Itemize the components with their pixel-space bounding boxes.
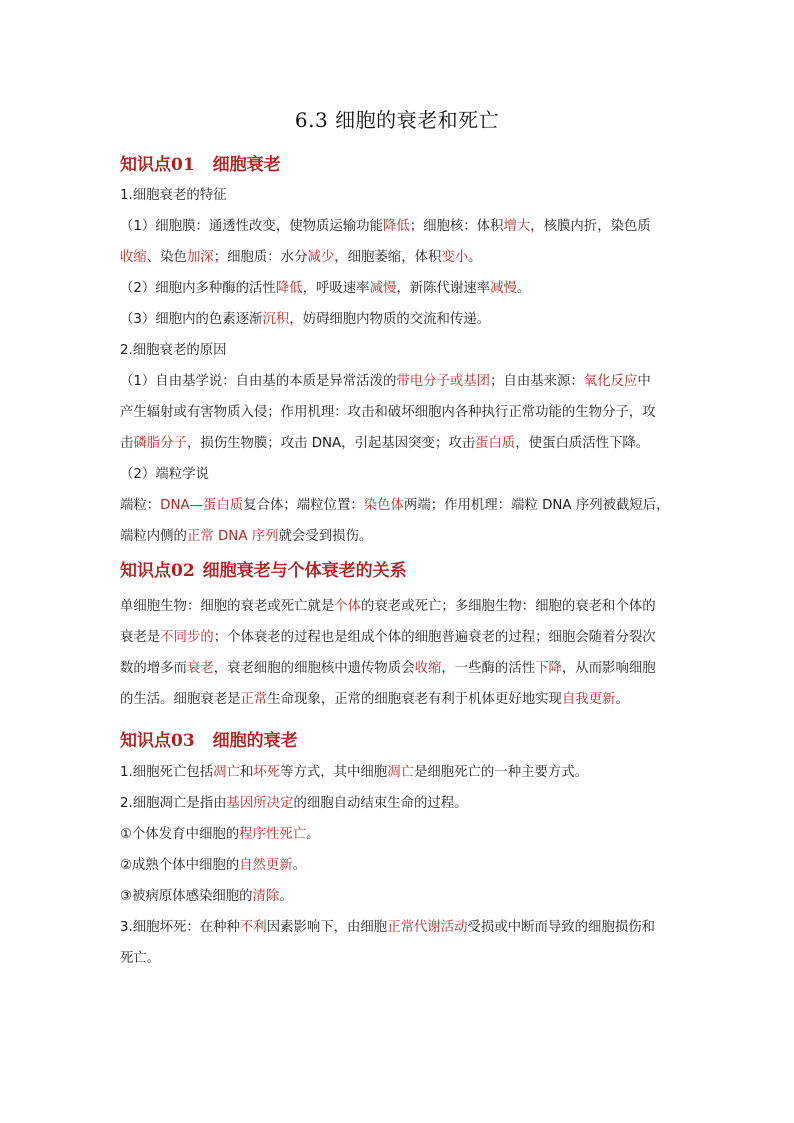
paragraph-line: 衰老是不同步的；个体衰老的过程也是组成个体的细胞普遍衰老的过程；细胞会随着分裂次	[120, 630, 656, 645]
list-item: ①个体发育中细胞的程序性死亡。	[120, 827, 320, 842]
page-title: 6.3 细胞的衰老和死亡	[294, 108, 500, 132]
section-body-2	[120, 591, 680, 715]
section-title: 细胞的衰老	[212, 731, 298, 751]
list-item: ②成熟个体中细胞的自然更新。	[120, 858, 307, 873]
paragraph-line: （1）细胞膜：通透性改变，使物质运输功能降低；细胞核：体积增大，核膜内折，染色质	[120, 219, 651, 234]
section-number: 知识点03	[120, 731, 195, 751]
subheading: 2.细胞衰老的原因	[120, 343, 227, 358]
paragraph-line: 端粒内侧的正常 DNA 序列就会受到损伤。	[120, 529, 373, 544]
subheading: 1.细胞衰老的特征	[120, 188, 227, 203]
section-body-1	[120, 180, 680, 552]
paragraph-line: 单细胞生物：细胞的衰老或死亡就是个体的衰老或死亡；多细胞生物：细胞的衰老和个体的	[120, 599, 656, 614]
paragraph-line: （3）细胞内的色素逐渐沉积，妨碍细胞内物质的交流和传递。	[120, 312, 491, 327]
section-heading-3	[120, 726, 298, 751]
paragraph-line: 2.细胞凋亡是指由基因所决定的细胞自动结束生命的过程。	[120, 796, 468, 811]
paragraph-line: 击磷脂分子，损伤生物膜；攻击 DNA，引起基因突变；攻击蛋白质，使蛋白质活性下降。	[120, 436, 650, 451]
section-heading-1	[120, 150, 281, 175]
section-title: 细胞衰老	[212, 155, 281, 175]
paragraph-line: 产生辐射或有害物质入侵；作用机理：攻击和破坏细胞内各种执行正常功能的生物分子，攻	[120, 405, 656, 420]
section-number: 知识点02	[120, 561, 195, 581]
paragraph-line: 死亡。	[120, 951, 161, 966]
subheading: （2）端粒学说	[120, 467, 209, 482]
section-heading-2	[120, 556, 407, 581]
section-number: 知识点01	[120, 155, 195, 175]
paragraph-line: 端粒：DNA—蛋白质复合体；端粒位置：染色体两端；作用机理：端粒 DNA 序列被截短后，	[120, 498, 670, 513]
paragraph-line: （2）细胞内多种酶的活性降低，呼吸速率减慢，新陈代谢速率减慢。	[120, 281, 531, 296]
paragraph-line: 3.细胞坏死：在种种不利因素影响下，由细胞正常代谢活动受损或中断而导致的细胞损伤和	[120, 920, 656, 935]
list-item: ③被病原体感染细胞的清除。	[120, 889, 293, 904]
section-body-3	[120, 757, 680, 974]
paragraph-line: 数的增多而衰老，衰老细胞的细胞核中遗传物质会收缩，一些酶的活性下降，从而影响细胞	[120, 661, 656, 676]
section-title: 细胞衰老与个体衰老的关系	[202, 561, 407, 581]
paragraph-line: 1.细胞死亡包括凋亡和坏死等方式，其中细胞凋亡是细胞死亡的一种主要方式。	[120, 765, 589, 780]
paragraph-line: 收缩、染色加深；细胞质：水分减少，细胞萎缩，体积变小。	[120, 250, 482, 265]
paragraph-line: （1）自由基学说：自由基的本质是异常活泼的带电分子或基团；自由基来源：氧化反应中	[120, 374, 651, 389]
paragraph-line: 的生活。细胞衰老是正常生命现象，正常的细胞衰老有利于机体更好地实现自我更新。	[120, 692, 629, 707]
